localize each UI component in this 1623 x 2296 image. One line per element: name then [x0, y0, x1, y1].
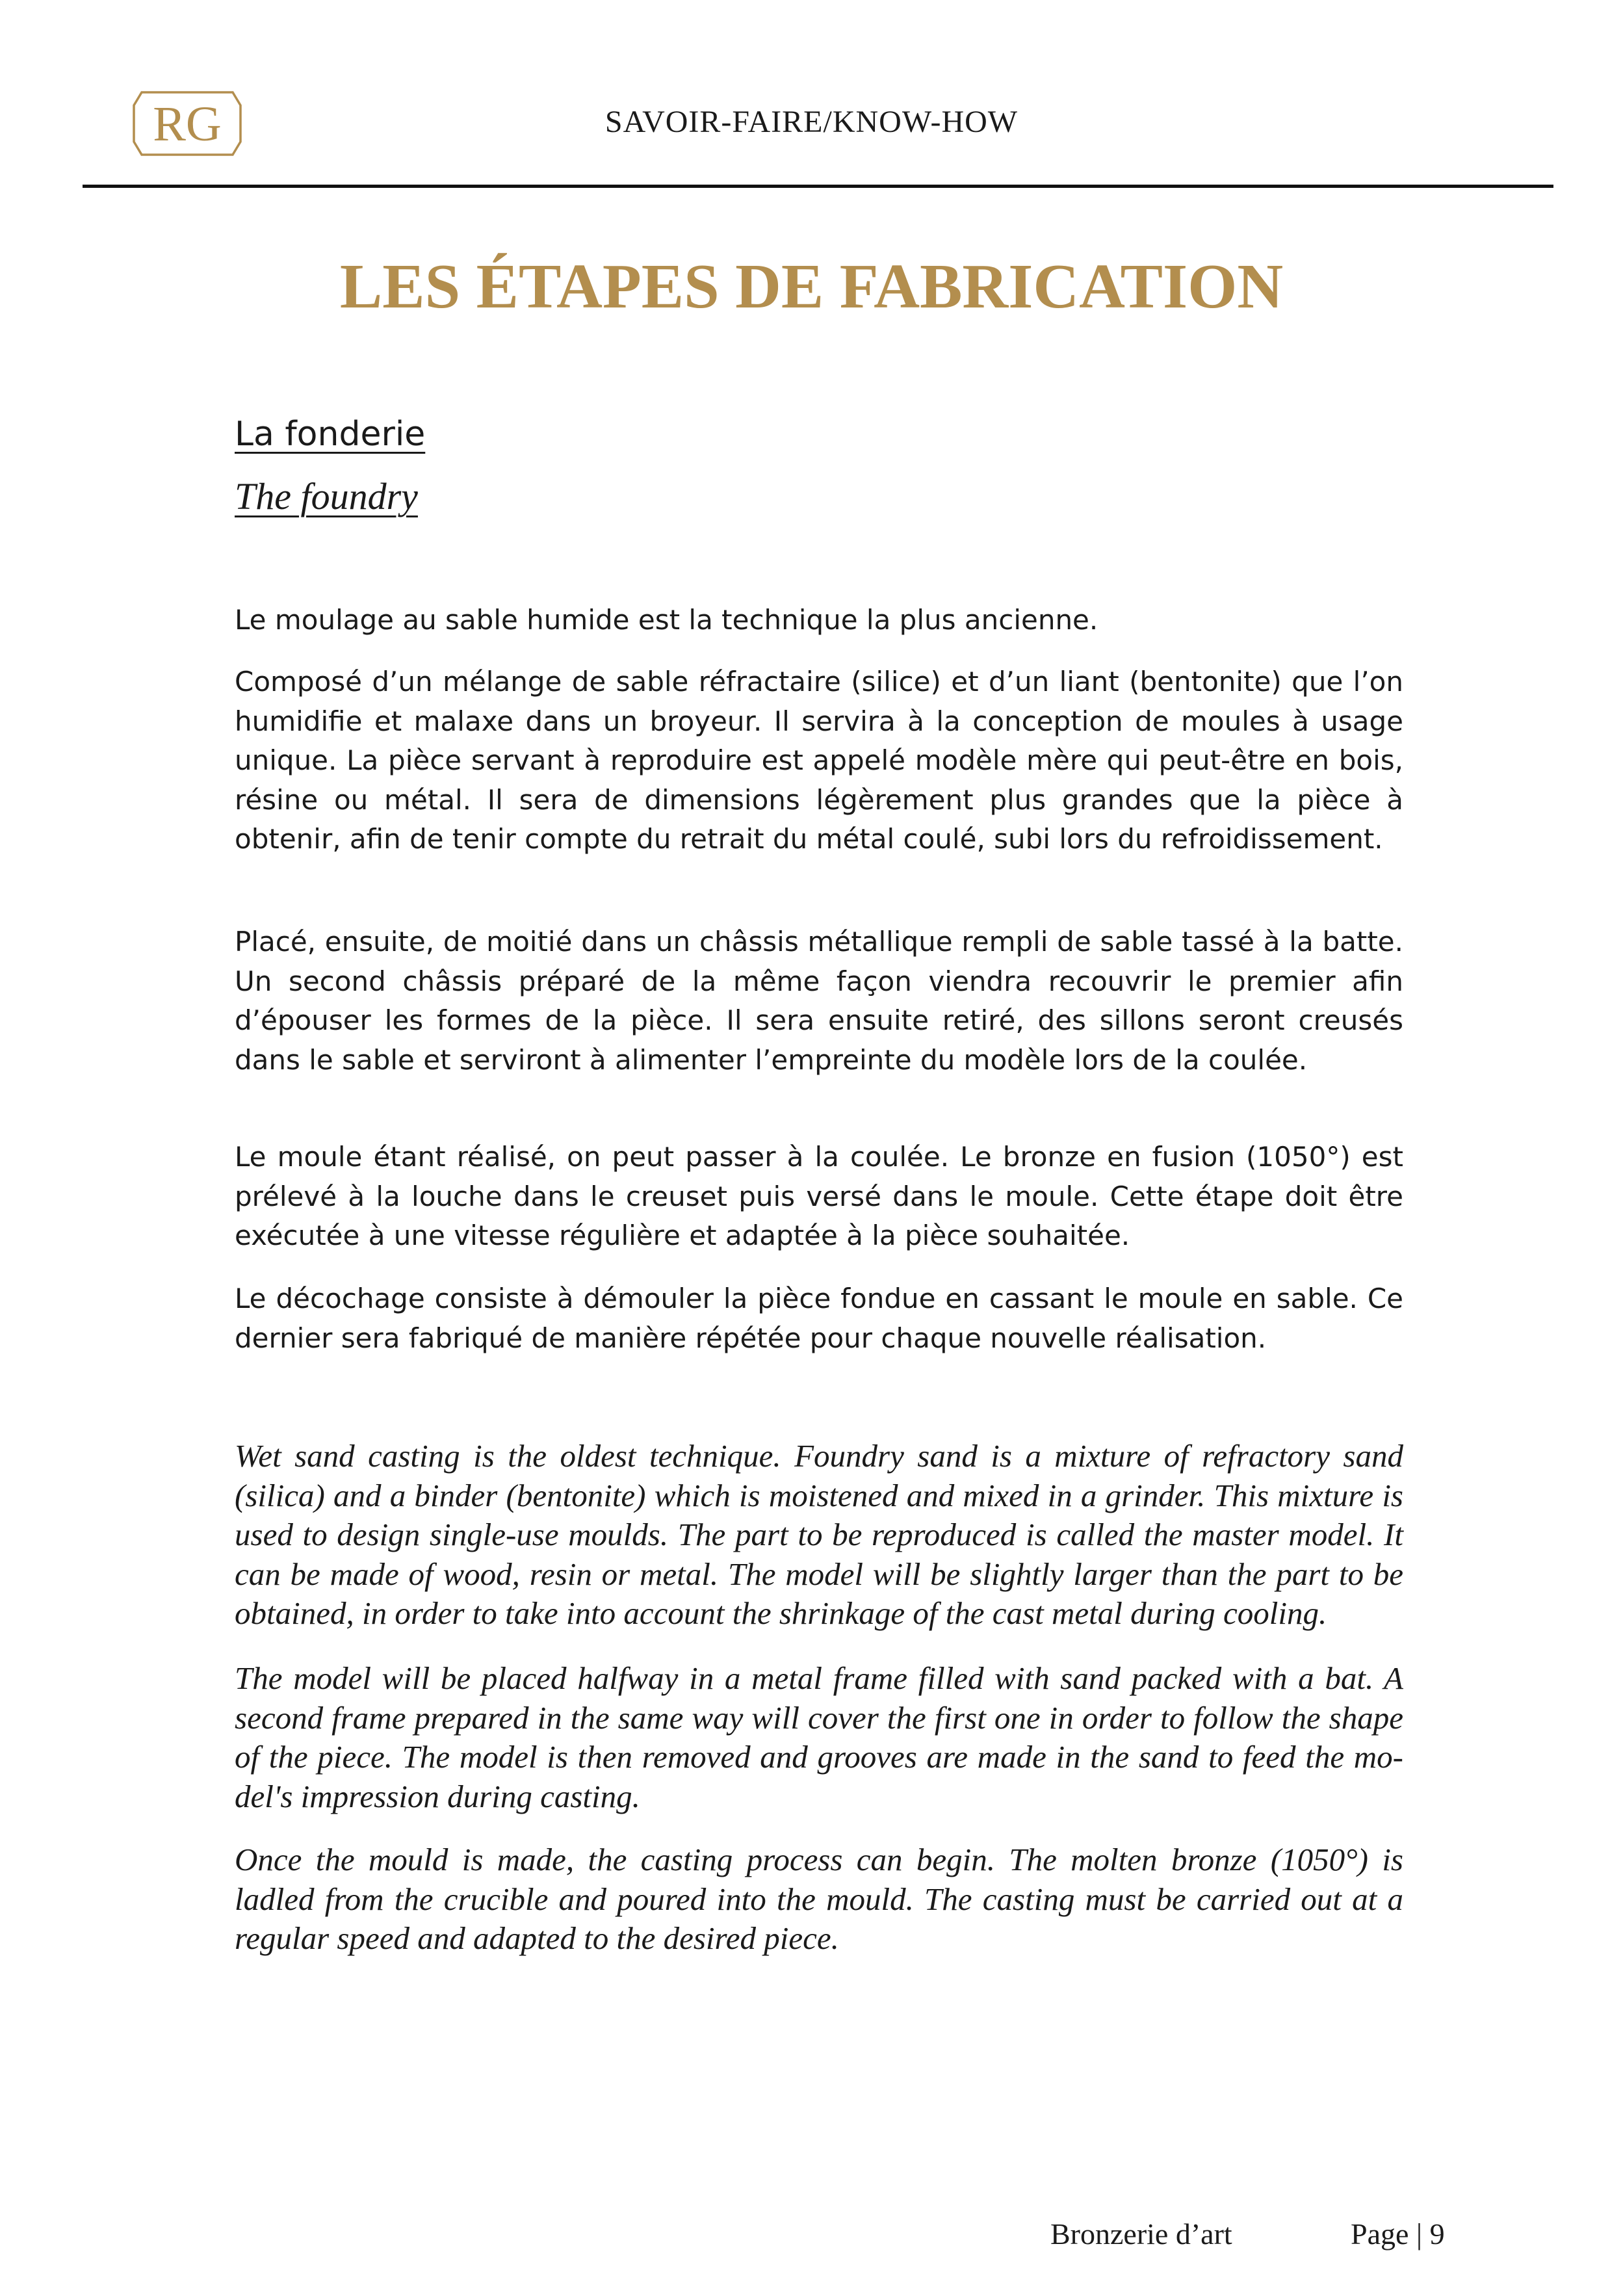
paragraph-en: The model will be placed halfway in a metal frame filled with sand packed with a bat. A second frame prepared in the same way will cover the first one in order to follow the shape of the piece. The model is then removed and grooves are made in the sand to feed the model's impression during casting.	[235, 1660, 1403, 1814]
header-title: SAVOIR-FAIRE/KNOW-HOW	[604, 105, 1019, 139]
paragraph-fr: Composé d’un mélange de sable réfractaire (silice) et d’un liant (bentonite) que l’on humidifie et malaxe dans un broyeur. Il servira à la conception de moules à usage unique. La pièce servant à reproduire est appelé modèle mère qui peut-être en bois, résine ou métal. Il sera de dimensions légèrement plus grandes que la pièce à obtenir, afin de tenir compte du retrait du métal coulé, subi lors du refroidissement.	[235, 666, 1403, 855]
paragraph-fr: Le moule étant réalisé, on peut passer à la coulée. Le bronze en fusion (1050°) est prélevé à la louche dans le creuset puis versé dans le moule. Cette étape doit être exécutée à une vitesse régulière et adaptée à la pièce souhaitée.	[235, 1141, 1403, 1252]
svg-text:RG: RG	[153, 97, 222, 151]
page-number: Page | 9	[1351, 2217, 1445, 2250]
page-title: LES ÉTAPES DE FABRICATION	[339, 252, 1284, 322]
paragraph-fr: Placé, ensuite, de moitié dans un châssis métallique rempli de sable tassé à la batte. Un second châssis préparé de la même façon viendra recouvrir le premier afin d’épouser les formes de la pièce. Il sera ensuite retiré, des sillons seront creusés dans le sable et serviront à alimenter l’empreinte du modèle lors de la coulée.	[235, 926, 1403, 1076]
paragraph-fr: Le décochage consiste à démouler la pièce fondue en cassant le moule en sable. Ce dernier sera fabriqué de manière répétée pour chaque nouvelle réalisation.	[235, 1283, 1403, 1354]
paragraph-fr: Le moulage au sable humide est la technique la plus ancienne.	[235, 604, 1098, 636]
header-divider	[83, 185, 1553, 188]
section-title-en: The foundry	[235, 475, 418, 517]
paragraph-en: Wet sand casting is the oldest technique. Foundry sand is a mixture of refractory sand (silica) and a binder (bentonite) which is moistened and mixed in a grinder. This mixture is used to design single-use moulds. The part to be reproduced is called the master model. It can be made of wood, resin or metal. The model will be slightly larger than the part to be obtained, in order to take into account the shrinkage of the cast metal during cooling.	[235, 1438, 1403, 1632]
footer-brand: Bronzerie d’art	[1050, 2217, 1232, 2250]
section-title-fr: La fonderie	[235, 415, 426, 454]
paragraph-en: Once the mould is made, the casting process can begin. The molten bronze (1050°) is ladled from the crucible and poured into the mould. The casting must be carried out at a regular speed and adapted to the desired piece.	[235, 1842, 1403, 1957]
